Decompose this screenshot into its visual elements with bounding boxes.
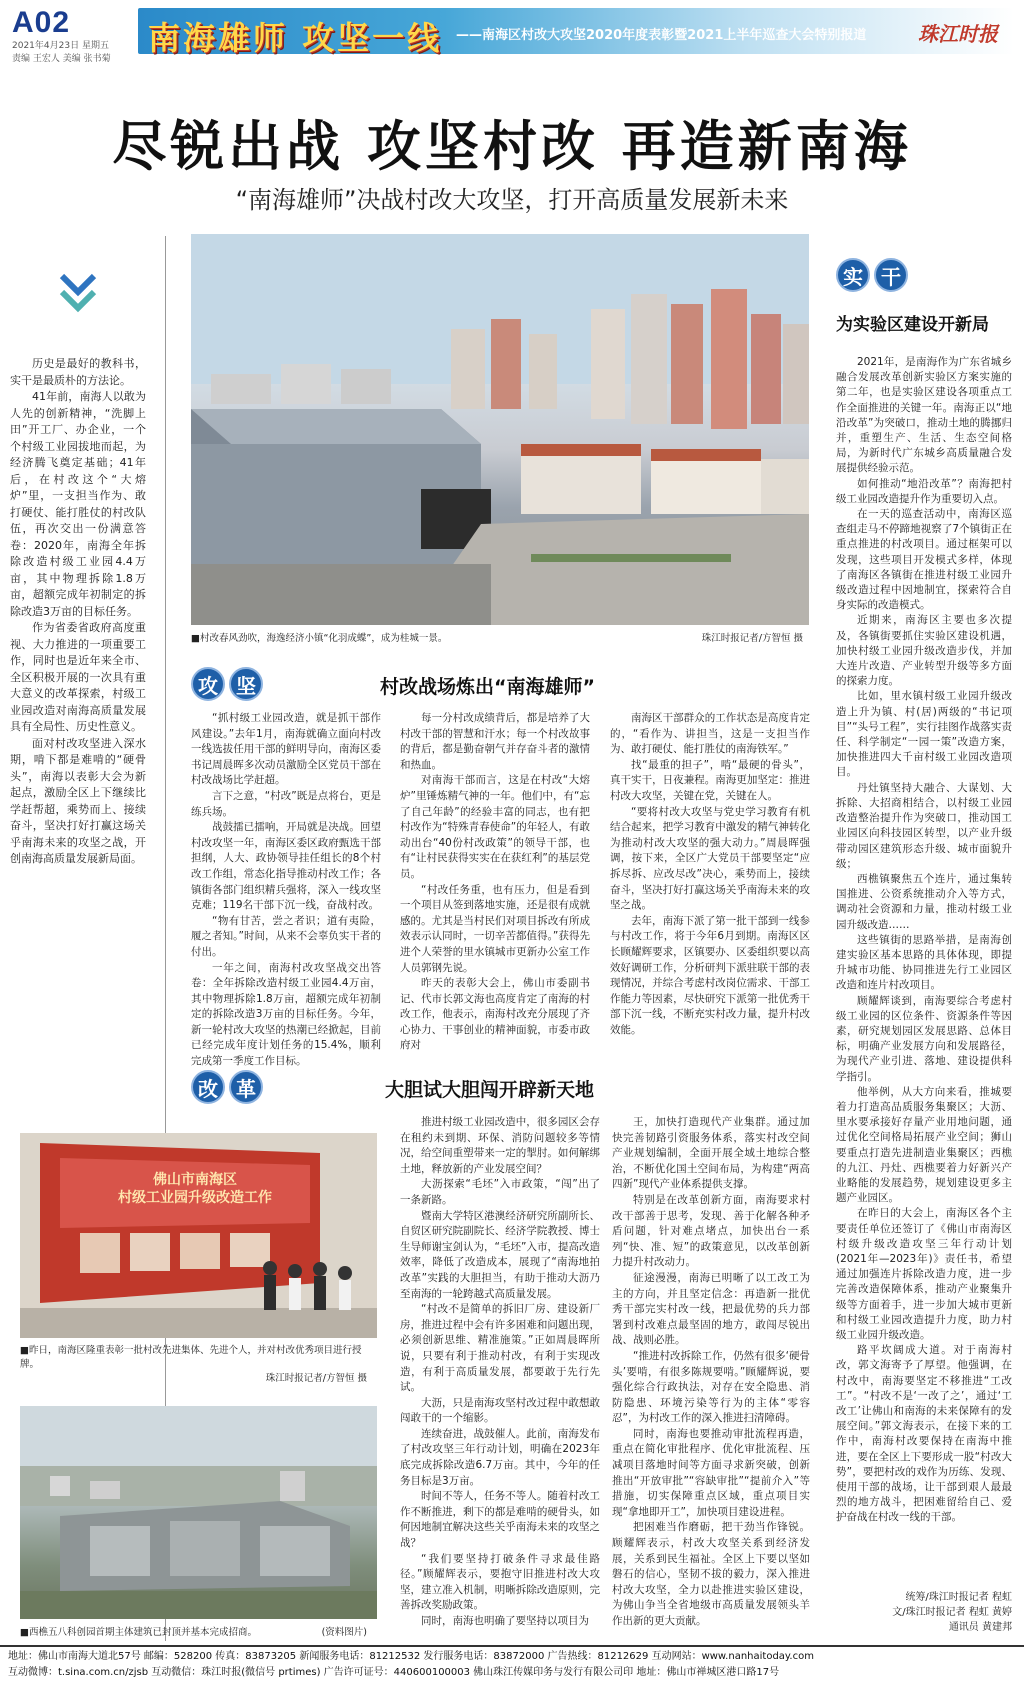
badge-char: 坚 — [229, 667, 263, 701]
main-subheadline: “南海雄师”决战村改大攻坚，打开高质量发展新未来 — [235, 186, 789, 214]
article-column — [400, 711, 590, 1052]
award-ceremony-photo — [20, 1133, 377, 1338]
paragraph: 对南海干部而言，这是在村改“大熔炉”里锤炼精气神的一年。他们中，有“忘了自己年龄”的经验丰富的同志，也有把村改作为“特殊青春使命”的年轻人，有敢动出台“40份村改政策”的领导干部，也有“让村民获得实实在在获红利”的基层党员。 — [400, 774, 590, 880]
badge-char: 改 — [191, 1070, 225, 1104]
article-column — [836, 355, 1012, 1585]
intro-paragraph: 作为省委省政府高度重视、大力推进的一项重要工作，同时也是近年来全市、全区积极开展的一次具有重大意义的改革探索，村级工业园改造对南海高质量发展具有全局性、历史性意义。 — [10, 621, 146, 733]
paragraph: “村改不是简单的拆旧厂房、建设新厂房，推进过程中会有许多困难和问题出现，必须创新思维、精准施策。”正如周晨晖所说，只要有利于推动村改，有利于实现改造，有利于高质量发展，都要敢于先行先试。 — [400, 1303, 600, 1394]
paragraph: 西樵镇聚焦五个连片，通过集转国推进、公资系统推动介入等方式，调动社会资源和力量，推动村级工业园升级改造…… — [836, 872, 1012, 931]
byline-line: 统筹/珠江时报记者 程虹 — [905, 1592, 1012, 1603]
paragraph: 在一天的巡查活动中，南海区巡查组走马不停蹄地视察了7个镇街正在重点推进的村改项目。通过框架可以发现，这些项目开发模式多样，体现了南海区各镇街在推进村级工业园升级改造过程中因地制宜，探索符合自身实际的改造模式。 — [836, 508, 1012, 612]
footer-line: 地址：佛山市南海大道北57号 邮编：528200 传真：83873205 新闻服务电话：81212532 发行服务电话：83872000 广告热线：81212629 互动网站：www.nanhaitoday.com — [8, 1651, 814, 1662]
paragraph: 南海区干部群众的工作状态是高度肯定的，“看作为、讲担当，这是一支担当作为、敢打硬仗、能打胜仗的南海铁军。” — [610, 712, 810, 756]
paragraph: 这些镇街的思路举措，是南海创建实验区基本思路的具体体现，即提升城市功能、协同推进先行工业园区改造和连片村改项目。 — [836, 933, 1012, 992]
badge-char: 革 — [229, 1070, 263, 1104]
footer — [0, 1645, 1024, 1681]
section-badge-gaige — [191, 1070, 263, 1104]
section-heading: 村改战场炼出“南海雄师” — [380, 676, 595, 698]
badge-char: 攻 — [191, 667, 225, 701]
paragraph: 一年之间，南海村改攻坚战交出答卷：全年拆除改造村级工业园4.4万亩，其中物理拆除1.8万亩，超额完成年初制定的拆除改造3万亩的目标任务。今年，新一轮村改大攻坚的热潮已经掀起，目前已经完成年度计划任务的15.4%，顺利完成第一季度工作目标。 — [191, 961, 381, 1068]
section-banner — [138, 8, 1014, 57]
paragraph: 丹灶镇坚持大融合、大谋划、大拆除、大招商相结合，以村级工业园改造整治提升作为突破口，推动国工业园区向科技园区转型，以产业升级带动园区建筑形态升级、城市面貌升级； — [836, 781, 1012, 870]
photo-credit: (资料图片) — [321, 1627, 367, 1638]
article-column — [191, 711, 381, 1068]
paragraph: 同时，南海也要推动审批流程再造，重点在简化审批程序、优化审批流程、压减项目落地时间等方面寻求新突破，创新推出“开放审批”“容缺审批”“提前介入”等措施，切实保障重点区域，重点项目实现“拿地即开工”，加快项目建设进程。 — [612, 1427, 810, 1518]
paragraph: 比如，里水镇村级工业园升级改造上升为镇、村(居)两级的“书记项目”“头号工程”，实行挂图作战落实责任、科学制定“一园一策”改造方案，加快推进四大千亩村级工业园改造项目。 — [836, 690, 1012, 779]
ceremony-illustration — [20, 1133, 377, 1338]
page-info — [12, 6, 142, 66]
paragraph: 暨南大学特区港澳经济研究所副所长、自贸区研究院副院长、经济学院教授、博士生导师谢宝剑认为，“毛坯”入市，提高改造效率，降低了改造成本，展现了“南海地拍改革”实践的大胆担当，有助于推动大沥乃至南海的一轮跨越式高质量发展。 — [400, 1209, 600, 1300]
paragraph: 战鼓擂已擂响，开局就是决战。回望村改攻坚一年，南海区委区政府甄选干部担纲，人大、政协领导挂任组长的8个村改工作组，常态化指导推动村改工作；各镇街各部门组织精兵强将，深入一线攻坚克难；119名干部下沉一线，奋战村改。 — [191, 821, 381, 912]
paragraph: 言下之意，“村改”既是点将台，更是练兵场。 — [191, 789, 381, 818]
banner-subtitle: ——南海区村改大攻坚2020年度表彰暨2021上半年巡查大会特别报道 — [456, 28, 867, 43]
chevron-down-icon — [58, 272, 98, 318]
main-photo-illustration — [191, 234, 809, 625]
paragraph: 大沥，只是南海攻坚村改过程中敢想敢闯敢干的一个缩影。 — [400, 1396, 600, 1425]
paragraph: 把困难当作磨砺，把干劲当作锋锐。顾耀辉表示，村改大攻坚关系到经济发展，关系到民生福祉。全区上下要以坚如磐石的信心，坚韧不拔的毅力，深入推进村改大攻坚，全力以赴推进实验区建设，为佛山争当全省地级市高质量发展领头羊作出新的更大贡献。 — [612, 1521, 810, 1627]
intro-paragraph: 历史是最好的教科书，实干是最质朴的方法论。 — [10, 357, 146, 387]
article-column — [612, 1115, 810, 1640]
issue-date: 2021年4月23日 星期五 — [12, 41, 109, 51]
paragraph: “物有甘苦，尝之者识；道有夷险，履之者知。”时间，从来不会辜负实干者的付出。 — [191, 914, 381, 958]
paragraph: 如何推动“地沿改革”？南海把村级工业园改造提升作为重要切入点。 — [836, 477, 1012, 505]
main-photo — [191, 234, 809, 625]
exhibition-board-text: 佛山市南海区 村级工业园升级改造工作 — [118, 1172, 272, 1206]
science-park-photo — [20, 1406, 377, 1619]
paragraph: 同时，南海也明确了要坚持以项目为 — [421, 1615, 589, 1627]
paragraph: 推进村级工业园改造中，很多园区会存在租约未到期、环保、消防问题较多等情况，给空间重塑带来一定的掣肘。如何解绑土地，释放新的产业发展空间？ — [400, 1116, 600, 1175]
newspaper-logo: 珠江时报 — [918, 22, 998, 46]
intro-paragraph: 面对村改攻坚进入深水期，啃下都是难啃的“硬骨头”，南海以表彰大会为新起点，激励全区上下继续比学赶帮超，乘势而上、接续奋斗，坚决打好打赢这场关乎南海未来的攻坚之战，开创南海高质量发展新局面。 — [10, 736, 146, 865]
paragraph: “推进村改拆除工作，仍然有很多‘硬骨头’要啃，有很多陈规要啃。”顾耀辉说，要强化综合行政执法，对存在安全隐患、消防隐患、环境污染等行为的主体“零容忍”，为村改工作的深入推进扫清障碍。 — [612, 1349, 810, 1425]
paragraph: 王，加快打造现代产业集群。通过加快完善韧路引资服务体系，落实村改空间产业规划编制，全面开展全域土地综合整治，不断优化国土空间布局，为构建“两高四新”现代产业体系提供支撑。 — [612, 1116, 810, 1191]
section-heading: 为实验区建设开新局 — [836, 315, 989, 335]
byline-line: 文/珠江时报记者 程虹 黄婷 — [892, 1607, 1012, 1618]
paragraph: 每一分村改成绩背后，都是培养了大村改干部的智慧和汗水；每一个村改故事的背后，都是勤奋朝气并存奋斗者的激情和热血。 — [400, 712, 590, 771]
science-park-illustration — [20, 1406, 377, 1619]
paragraph: “我们要坚持打破条件寻求最佳路径。”顾耀辉表示，要抱守旧推进村改大攻坚，建立准入机制，明晰拆除改造原则，完善拆改奖励政策。 — [400, 1552, 600, 1612]
paragraph: 在昨日的大会上，南海区各个主要责任单位还签订了《佛山市南海区村级升级改造攻坚三年行动计划(2021年—2023年)》责任书，希望通过加强连片拆除改造力度，进一步完善改造保障体系，推动产业聚集升级等方面着手，进一步加大城市更新和村级工业园改造提升力度，助力村级工业园升级改造。 — [836, 1207, 1012, 1341]
paragraph: 顾耀辉谈到，南海要综合考虑村级工业园的区位条件、资源条件等因素，研究规划园区发展思路、总体目标，明确产业发展方向和发展路径，为现代产业引进、落地、建设提供科学指引。 — [836, 994, 1012, 1083]
paragraph: “村改任务重，也有压力，但是看到一个项目从签到落地实施，还是很有成就感的。尤其是当村民们对项目拆改有所成效表示认同时，一切辛苦都值得。”获得先进个人荣誉的里水镇城市更新办公室工作人员郭钢先说。 — [400, 883, 590, 974]
paragraph: 2021年，是南海作为广东省城乡融合发展改革创新实验区方案实施的第二年，也是实验区建设各项重点工作全面推进的关键一年。南海正以“地沿改革”为突破口，推动土地的腾挪归并，重塑生产、生活、生态空间格局，为新时代广东城乡高质量融合发展提供经验示范。 — [836, 356, 1012, 475]
paragraph: 昨天的表彰大会上，佛山市委副书记、代市长郭文海也高度肯定了南海的村改工作，他表示，南海村改充分展现了齐心协力、干事创业的精神面貌，市委市政府对 — [400, 977, 590, 1052]
science-park-caption — [20, 1624, 377, 1638]
editor-credit: 责编 王宏人 美编 张书菊 — [12, 54, 111, 64]
masthead — [0, 0, 1024, 70]
caption-text: ■村改春风劲吹，海逸经济小镇“化羽成蝶”，成为桂城一景。 — [191, 633, 448, 644]
section-badge-gongjian — [191, 667, 263, 701]
paragraph: 大沥探索“毛坯”入市政策，“闯”出了一条新路。 — [400, 1178, 600, 1206]
ceremony-photo-caption — [20, 1344, 377, 1386]
article-column — [400, 1115, 600, 1640]
paragraph: 征途漫漫，南海已明晰了以工改工为主的方向，并且坚定信念：再造新一批优秀干部完实村改一线，把最优势的兵力部署到村改难点最坚固的地方，敢闯尽锐出战、战则必胜。 — [612, 1271, 810, 1347]
paragraph: “抓村级工业园改造，就是抓干部作风建设。”去年1月，南海就确立面向村改一线选拔任用干部的鲜明导向，南海区委书记周晨晖多次动员激励全区党员干部在村改战场比学赶超。 — [191, 712, 381, 787]
caption-text: ■西樵五八科创园首期主体建筑已封顶并基本完成招商。 — [20, 1627, 257, 1638]
paragraph: 时间不等人，任务不等人。随着村改工作不断推进，剩下的都是难啃的硬骨头，如何因地制宜解决这些关乎南海未来的攻坚之战？ — [400, 1490, 600, 1550]
paragraph: 他举例，从大方向来看，推城要着力打造高品质服务集聚区；大沥、里水要承接好存量产业用地问题，通过优化空间格局拓展产业空间；狮山要重点打造先进制造业集聚区；西樵的九江、丹灶、西樵要着力好新兴产业略能的发展趋势，规划建设更多主题产业园区。 — [836, 1085, 1012, 1205]
article-column — [610, 711, 810, 1036]
photo-credit: 珠江时报记者/方智恒 摄 — [701, 633, 803, 644]
byline — [836, 1590, 1012, 1635]
paragraph: 特别是在改革创新方面，南海要求村改干部善于思考，发现、善于化解各种矛盾问题，针对难点堵点，加快出台一系列“快、准、短”的政策意见，以改革创新力提升村改动力。 — [612, 1193, 810, 1269]
paragraph: 近期来，南海区主要也多次提及，各镇街要抓住实验区建设机遇，加快村级工业园升级改造步伐，并加大连片改造、产业转型升级等多方面的探索力度。 — [836, 614, 1012, 688]
section-heading: 大胆试大胆闯开辟新天地 — [385, 1079, 595, 1101]
footer-line: 互动微博：t.sina.com.cn/zjsb 互动微信：珠江时报(微信号 prtimes) 广告许可证号：440600100003 佛山珠江传媒印务与发行有限公司印 地址：佛山市禅城区港口路17号 — [8, 1667, 780, 1678]
paragraph: “要将村改大攻坚与党史学习教育有机结合起来，把学习教育中激发的精气神转化为推动村改大攻坚的强大动力。”周晨晖强调，按下来，全区广大党员干部要坚定“应拆尽拆、应改尽改”决心，乘势而上，接续奋斗，坚决打好打赢这场关乎南海未来的攻坚之战。 — [610, 805, 810, 912]
intro-paragraph: 41年前，南海人以敢为人先的创新精神，“洗脚上田”开工厂、办企业，一个个村级工业园拔地而起，为经济腾飞奠定基础；41年后，在村改这个“大熔炉”里，一支担当作为、敢打硬仗、能打胜仗的村改队伍，再次交出一份满意答卷：2020年，南海全年拆除改造村级工业园4.4万亩，其中物理拆除1.8万亩，超额完成年初制定的拆除改造3万亩的目标任务。 — [10, 390, 146, 618]
intro-text — [10, 356, 146, 868]
paragraph: 连续奋进，战鼓催人。此前，南海发布了村改攻坚三年行动计划，明确在2023年底完成拆除改造6.7万亩。其中，今年的任务目标是3万亩。 — [400, 1427, 600, 1487]
section-badge-shigan — [836, 258, 908, 292]
badge-char: 干 — [874, 258, 908, 292]
paragraph: 路平坎阔成大道。对于南海村改，郭文海寄予了厚望。他强调，在村改中，南海要坚定不移推进“工改工”。“村改不是‘一改了之’，通过‘工改工’让佛山和南海的未来保障有的发展空间。”郭文海表示，在接下来的工作中，南海村改要保持在南海中推进，要在全区上下要形成一股“村改大势”，要把村改的戏作为历练、发现、使用干部的战场，让干部到艰人最最烈的地方战斗，把困难留给自己、爱护奋战在村改一线的干部。 — [836, 1344, 1012, 1524]
caption-text: ■昨日，南海区隆重表彰一批村改先进集体、先进个人，并对村改优秀项目进行授牌。 — [20, 1345, 362, 1370]
page-number: A02 — [12, 6, 71, 39]
banner-title: 南海雄师 攻坚一线 — [148, 19, 443, 57]
byline-line: 通讯员 黄建邦 — [948, 1622, 1012, 1633]
main-headline: 尽锐出战 攻坚村改 再造新南海 — [112, 115, 912, 178]
paragraph: 去年，南海下派了第一批干部到一线参与村改工作，将于今年6月到期。南海区区长顾耀辉要求，区镇要办、区委组织要以高效好调研工作，分析研判下派驻联干部的表现情况，并综合考虑村改岗位需求、干部工作能力等因素，尽快研究下派第一批优秀干部下沉一线，不断充实村改力量，提升村改效能。 — [610, 914, 810, 1036]
photo-credit: 珠江时报记者/方智恒 摄 — [265, 1373, 367, 1384]
main-photo-caption — [191, 630, 809, 644]
paragraph: 找“最重的担子”，啃“最硬的骨头”，真干实干，日夜兼程。南海更加坚定：推进村改大攻坚，关键在党，关键在人。 — [610, 758, 810, 802]
badge-char: 实 — [836, 258, 870, 292]
